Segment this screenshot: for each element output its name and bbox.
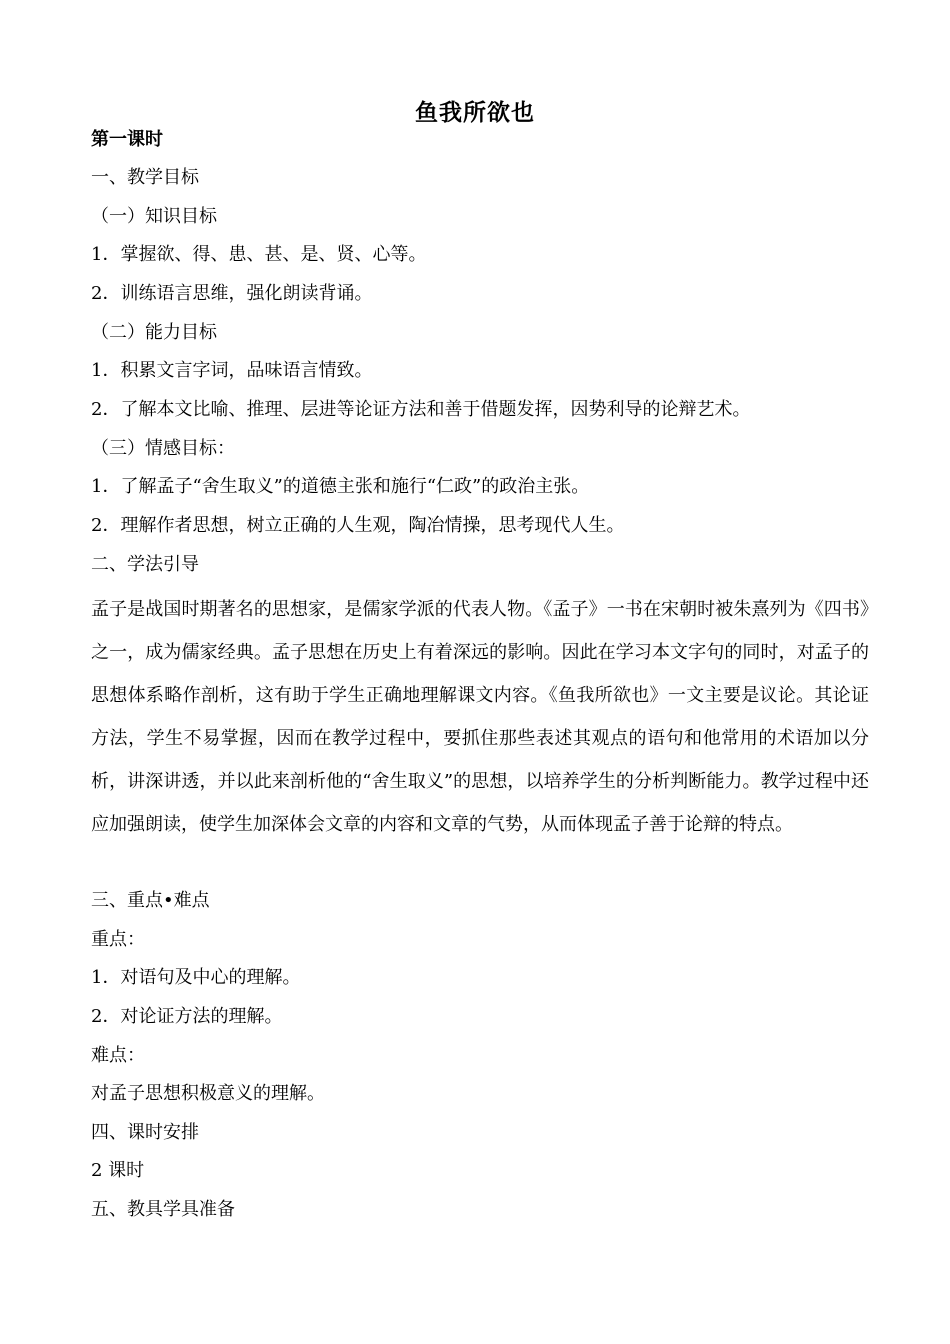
section-heading-materials: 五、教具学具准备 (91, 1199, 235, 1220)
ability-item-1: 1．积累文言字词，品味语言情致。 (91, 360, 373, 381)
section-heading-method: 二、学法引导 (91, 554, 199, 575)
section-heading-objectives: 一、教学目标 (91, 167, 199, 188)
subheading-knowledge: （一）知识目标 (91, 206, 217, 227)
lesson-heading: 第一课时 (91, 129, 163, 150)
key-point-2: 2．对论证方法的理解。 (91, 1006, 283, 1027)
subheading-emotion: （三）情感目标： (91, 438, 235, 459)
method-paragraph: 孟子是战国时期著名的思想家，是儒家学派的代表人物。《孟子》一书在宋朝时被朱熹列为《四书》之一，成为儒家经典。孟子思想在历史上有着深远的影响。因此在学习本文字句的同时，对孟子的思想体系略作剖析，这有助于学生正确地理解课文内容。《鱼我所欲也》一文主要是议论。其论证方法，学生不易掌握，因而在教学过程中，要抓住那些表述其观点的语句和他常用的术语加以分析，讲深讲透，并以此来剖析他的“舍生取义”的思想，以培养学生的分析判断能力。教学过程中还应加强朗读，使学生加深体会文章的内容和文章的气势，从而体现孟子善于论辩的特点。 (91, 599, 869, 835)
difficulty-label: 难点： (91, 1045, 145, 1066)
section-heading-schedule: 四、课时安排 (91, 1122, 199, 1143)
ability-item-2: 2．了解本文比喻、推理、层进等论证方法和善于借题发挥，因势利导的论辩艺术。 (91, 399, 751, 420)
document-title: 鱼我所欲也 (415, 100, 535, 126)
key-point-1: 1．对语句及中心的理解。 (91, 967, 301, 988)
knowledge-item-2: 2．训练语言思维，强化朗读背诵。 (91, 283, 373, 304)
section-heading-key-points: 三、重点•难点 (91, 890, 210, 911)
knowledge-item-1: 1．掌握欲、得、患、甚、是、贤、心等。 (91, 244, 427, 265)
emotion-item-1: 1．了解孟子“舍生取义”的道德主张和施行“仁政”的政治主张。 (91, 476, 590, 497)
key-points-label: 重点： (91, 929, 145, 950)
schedule-hours: 2 课时 (91, 1160, 145, 1181)
emotion-item-2: 2．理解作者思想，树立正确的人生观，陶冶情操，思考现代人生。 (91, 515, 625, 536)
subheading-ability: （二）能力目标 (91, 322, 217, 343)
difficulty-item: 对孟子思想积极意义的理解。 (91, 1083, 325, 1104)
